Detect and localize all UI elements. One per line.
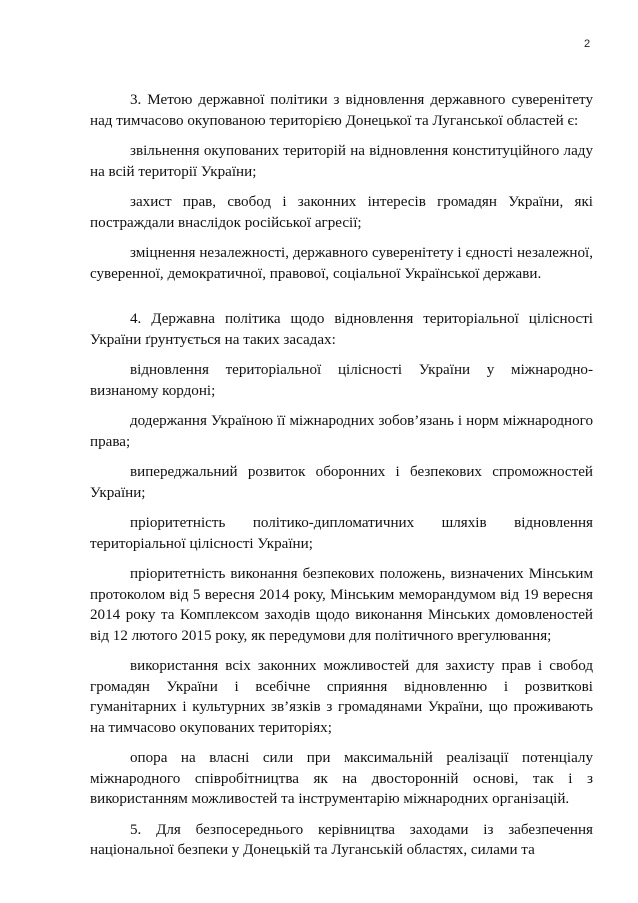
paragraph-3-intro: 3. Метою державної політики з відновлення державного суверенітету над тимчасово окупованою територією Донецької та Луганської областей є: bbox=[90, 92, 593, 129]
list-item: захист прав, свобод і законних інтересів громадян України, які постраждали внаслідок російської агресії; bbox=[90, 194, 593, 231]
list-item: пріоритетність виконання безпекових положень, визначених Мінським протоколом від 5 вересня 2014 року, Мінським меморандумом від 19 вересня 2014 року та Комплексом заходів щодо виконання Мінських домовленостей від 12 лютого 2015 року, як передумови для політичного врегулювання; bbox=[90, 566, 593, 644]
list-item: опора на власні сили при максимальній реалізації потенціалу міжнародного співробітництва як на двосторонній основі, так і з використанням можливостей та інструментарію міжнародних організацій. bbox=[90, 750, 593, 807]
page-number: 2 bbox=[584, 38, 591, 50]
list-item: випереджальний розвиток оборонних і безпекових спроможностей України; bbox=[90, 464, 593, 501]
list-item: зміцнення незалежності, державного суверенітету і єдності незалежної, суверенної, демократичної, правової, соціальної Української держави. bbox=[90, 245, 593, 282]
document-body bbox=[90, 90, 593, 871]
list-item: використання всіх законних можливостей для захисту прав і свобод громадян України і всебічне сприяння відновленню і розвиткові гуманітарних і культурних зв’язків з громадянами України, що проживають на тимчасово окупованих територіях; bbox=[90, 658, 593, 736]
list-item: додержання Україною її міжнародних зобов’язань і норм міжнародного права; bbox=[90, 413, 593, 450]
paragraph-4-intro: 4. Державна політика щодо відновлення територіальної цілісності України ґрунтується на таких засадах: bbox=[90, 311, 593, 348]
paragraph-5-intro: 5. Для безпосереднього керівництва заходами із забезпечення національної безпеки у Донецькій та Луганській областях, силами та bbox=[90, 821, 593, 858]
list-item: звільнення окупованих територій на відновлення конституційного ладу на всій території України; bbox=[90, 143, 593, 180]
list-item: пріоритетність політико-дипломатичних шляхів відновлення територіальної цілісності України; bbox=[90, 515, 593, 552]
list-item: відновлення територіальної цілісності України у міжнародно-визнаному кордоні; bbox=[90, 362, 593, 399]
